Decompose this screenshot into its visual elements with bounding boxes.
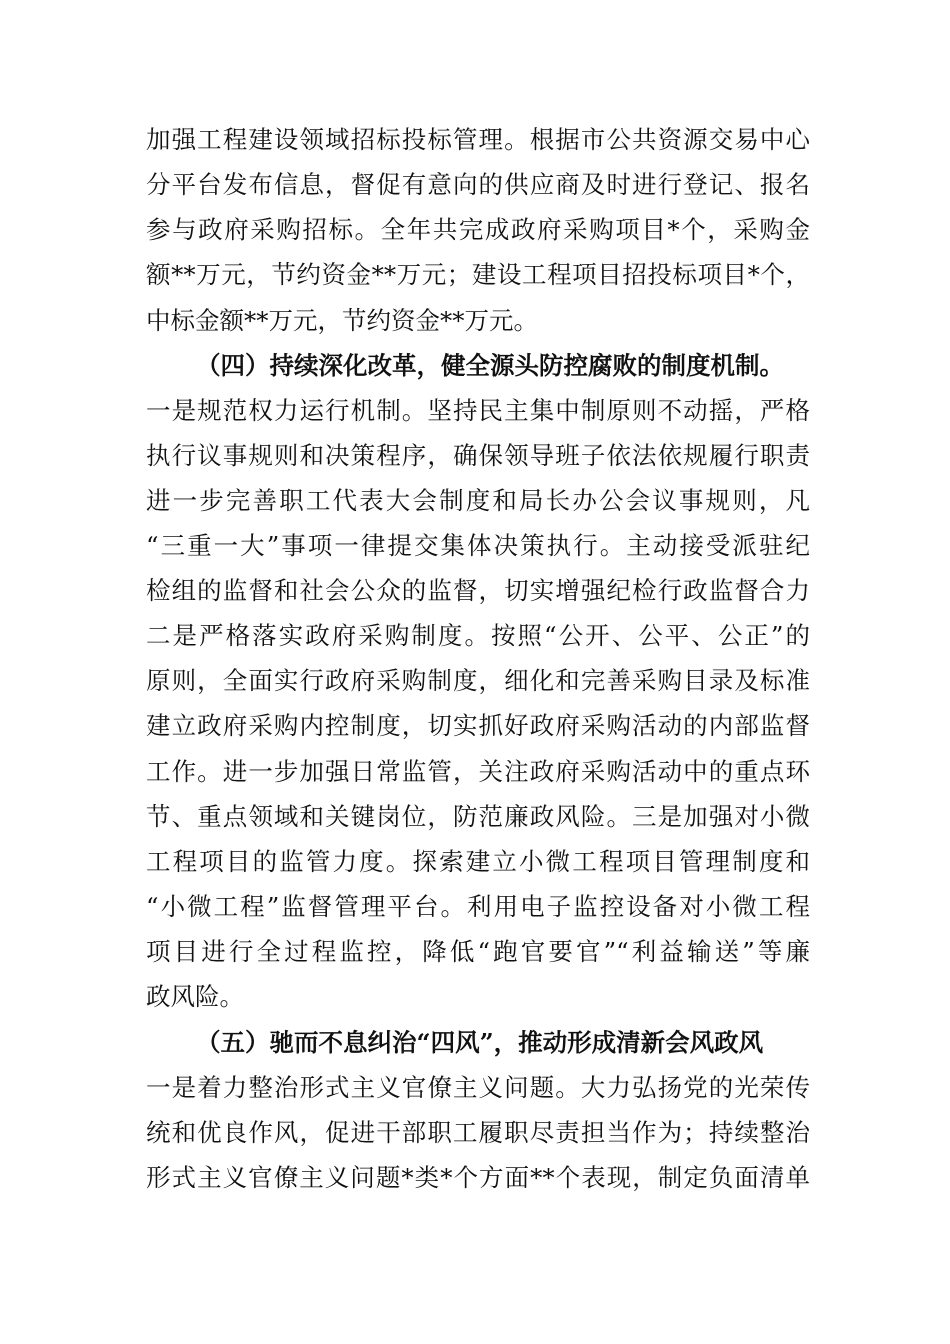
body-line: 进一步完善职工代表大会制度和局长办公会议事规则，凡 xyxy=(146,486,810,515)
body-line: “三重一大”事项一律提交集体决策执行。主动接受派驻纪 xyxy=(146,531,810,560)
body-line: 检组的监督和社会公众的监督，切实增强纪检行政监督合力 xyxy=(146,576,810,605)
body-line: 参与政府采购招标。全年共完成政府采购项目*个，采购金 xyxy=(146,215,810,244)
section-heading: （五）驰而不息纠治“四风”，推动形成清新会风政风 xyxy=(196,1028,764,1057)
body-line: 项目进行全过程监控，降低“跑官要官”“利益输送”等廉 xyxy=(146,937,810,966)
body-line: 分平台发布信息，督促有意向的供应商及时进行登记、报名 xyxy=(146,170,810,199)
body-line: 形式主义官僚主义问题*类*个方面**个表现，制定负面清单 xyxy=(146,1163,810,1192)
body-line: 原则，全面实行政府采购制度，细化和完善采购目录及标准 xyxy=(146,666,810,695)
body-line: 节、重点领域和关键岗位，防范廉政风险。三是加强对小微 xyxy=(146,802,810,831)
body-line: 统和优良作风，促进干部职工履职尽责担当作为；持续整治 xyxy=(146,1118,810,1147)
body-line: “小微工程”监督管理平台。利用电子监控设备对小微工程 xyxy=(146,892,810,921)
body-line: 执行议事规则和决策程序，确保领导班子依法依规履行职责 xyxy=(146,441,810,470)
body-line: 一是规范权力运行机制。坚持民主集中制原则不动摇，严格 xyxy=(146,396,810,425)
section-heading: （四）持续深化改革，健全源头防控腐败的制度机制。 xyxy=(196,351,784,380)
body-line: 建立政府采购内控制度，切实抓好政府采购活动的内部监督 xyxy=(146,711,810,740)
body-line: 额**万元，节约资金**万元；建设工程项目招投标项目*个， xyxy=(146,260,810,289)
body-line: 一是着力整治形式主义官僚主义问题。大力弘扬党的光荣传 xyxy=(146,1073,810,1102)
body-line: 加强工程建设领域招标投标管理。根据市公共资源交易中心 xyxy=(146,125,810,154)
body-line: 二是严格落实政府采购制度。按照“公开、公平、公正”的 xyxy=(146,621,810,650)
body-line: 政风险。 xyxy=(146,982,244,1011)
body-line: 中标金额**万元，节约资金**万元。 xyxy=(146,306,538,335)
body-line: 工作。进一步加强日常监管，关注政府采购活动中的重点环 xyxy=(146,757,810,786)
body-line: 工程项目的监管力度。探索建立小微工程项目管理制度和 xyxy=(146,847,810,876)
